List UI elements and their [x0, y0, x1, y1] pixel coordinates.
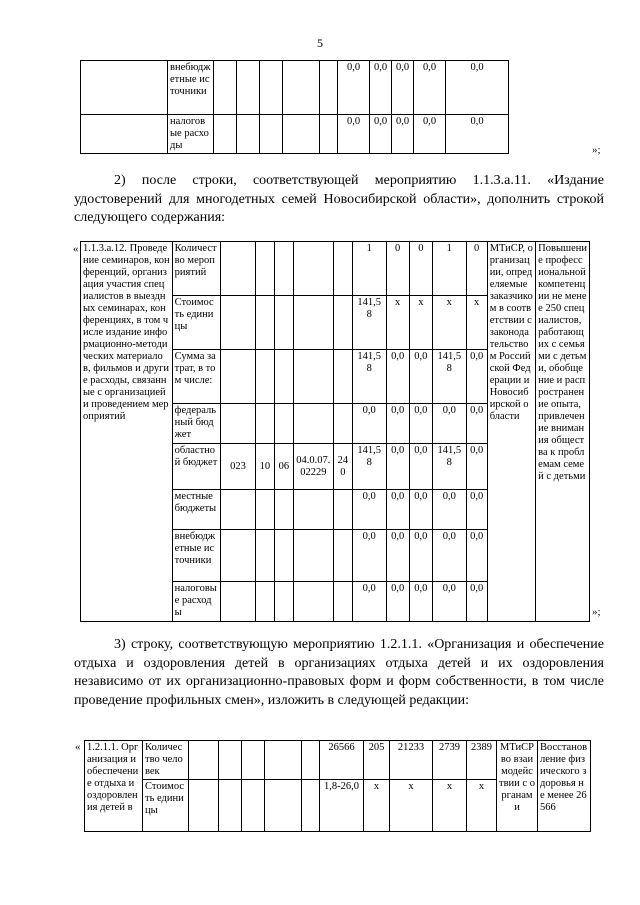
empty-cell — [221, 296, 256, 350]
empty-cell — [255, 350, 274, 404]
empty-cell — [293, 296, 333, 350]
row-label: Количество человек — [143, 741, 189, 780]
value-cell: 2739 — [433, 741, 467, 780]
executor-cell: МТиСР во взаимодействии с органами — [497, 741, 538, 832]
value-cell: 1 — [432, 242, 466, 296]
empty-cell — [333, 404, 352, 444]
empty-cell — [274, 582, 293, 622]
empty-cell — [255, 296, 274, 350]
empty-cell — [265, 780, 302, 832]
empty-cell — [293, 490, 333, 530]
empty-cell — [237, 61, 260, 115]
empty-cell — [237, 115, 260, 154]
value-cell: 0,0 — [392, 115, 414, 154]
row-label: Количество мероприятий — [172, 242, 220, 296]
value-cell: 0,0 — [466, 490, 487, 530]
value-cell: х — [467, 780, 497, 832]
paragraph-3: 3) строку, соответствующую мероприятию 1.2.1.1. «Организация и обеспечение отдыха и оздоровления детей в организациях отдыха детей и их оздоровления независимо от их организационно-правовых форм и форм собственности, в том числе проведение профильных смен», изложить в следующей редакции: — [74, 637, 604, 708]
row-label: Стоимость единицы — [143, 780, 189, 832]
row-label: местные бюджеты — [172, 490, 220, 530]
value-cell: х — [364, 780, 390, 832]
empty-cell — [333, 530, 352, 582]
value-cell: 0 — [386, 242, 409, 296]
activity-name: 1.2.1.1. Организация и обеспечение отдыха и оздоровления детей в — [85, 741, 143, 832]
value-cell: 0,0 — [386, 530, 409, 582]
table-activity-1-2-1-1 — [84, 740, 591, 832]
value-cell: 0,0 — [370, 61, 392, 115]
value-cell: х — [390, 780, 433, 832]
value-cell: 0,0 — [466, 350, 487, 404]
value-cell: 0,0 — [466, 530, 487, 582]
open-quote: « — [75, 741, 81, 753]
value-cell: 0,0 — [352, 530, 386, 582]
paragraph-2: 2) после строки, соответствующей мероприятию 1.1.3.а.11. «Издание удостоверений для многодетных семей Новосибирской области», дополнить строкой следующего содержания: — [74, 173, 604, 225]
empty-cell — [255, 404, 274, 444]
value-cell: 0,0 — [446, 61, 509, 115]
value-cell: х — [432, 296, 466, 350]
value-cell: 0,0 — [446, 115, 509, 154]
table-row — [85, 741, 591, 780]
closing-quote: »; — [592, 606, 601, 618]
row-label: налоговые расходы — [168, 115, 214, 154]
empty-cell — [283, 115, 320, 154]
row-label: внебюджетные источники — [168, 61, 214, 115]
value-cell: 0,0 — [409, 404, 432, 444]
table-activity-1-1-3-a-12 — [80, 241, 590, 622]
empty-cell — [260, 115, 283, 154]
grbs-code: 023 — [221, 444, 256, 490]
empty-cell — [81, 61, 168, 115]
value-cell: 0,0 — [338, 61, 370, 115]
value-cell: 21233 — [390, 741, 433, 780]
empty-cell — [302, 780, 320, 832]
empty-cell — [255, 242, 274, 296]
empty-cell — [260, 61, 283, 115]
value-cell: х — [433, 780, 467, 832]
activity-name: 1.1.3.а.12. Проведение семинаров, конференций, организация участия специалистов в выездных семинарах, конференциях, в том числе издание информационно-методических материалов, фильмов и другие расходы, связанные с организацией и проведением мероприятий — [81, 242, 173, 622]
row-label: внебюджетные источники — [172, 530, 220, 582]
value-cell: х — [386, 296, 409, 350]
empty-cell — [333, 242, 352, 296]
value-cell: 141,58 — [432, 444, 466, 490]
empty-cell — [221, 404, 256, 444]
empty-cell — [333, 296, 352, 350]
empty-cell — [214, 61, 237, 115]
row-label: областной бюджет — [172, 444, 220, 490]
result-cell: Повышение профессиональной компетенции не менее 250 специалистов, работающих с семьями с детьми, обобщение и распространение опыта, привлечение внимания общества к проблемам семей с детьми — [536, 242, 590, 622]
value-cell: 0,0 — [386, 444, 409, 490]
page-number: 5 — [317, 36, 323, 50]
value-cell: 0,0 — [370, 115, 392, 154]
empty-cell — [320, 115, 338, 154]
empty-cell — [274, 350, 293, 404]
value-cell: 141,58 — [432, 350, 466, 404]
empty-cell — [255, 582, 274, 622]
pr-code: 06 — [274, 444, 293, 490]
value-cell: 0,0 — [409, 490, 432, 530]
value-cell: 0,0 — [466, 582, 487, 622]
csr-code: 04.0.07.02229 — [293, 444, 333, 490]
value-cell: 0,0 — [386, 490, 409, 530]
value-cell: 205 — [364, 741, 390, 780]
empty-cell — [274, 242, 293, 296]
value-cell: 1,8-26,0 — [320, 780, 364, 832]
result-cell: Восстановление физического здоровья не менее 26 566 — [538, 741, 591, 832]
value-cell: 0,0 — [432, 582, 466, 622]
value-cell: 0,0 — [409, 350, 432, 404]
row-label: федеральный бюджет — [172, 404, 220, 444]
value-cell: 141,58 — [352, 296, 386, 350]
value-cell: 141,58 — [352, 350, 386, 404]
empty-cell — [242, 780, 265, 832]
value-cell: 0,0 — [386, 350, 409, 404]
empty-cell — [274, 404, 293, 444]
value-cell: 0,0 — [392, 61, 414, 115]
empty-cell — [221, 350, 256, 404]
value-cell: 0,0 — [352, 404, 386, 444]
empty-cell — [274, 530, 293, 582]
row-label: Сумма затрат, в том числе: — [172, 350, 220, 404]
value-cell: 1 — [352, 242, 386, 296]
row-label: налоговые расходы — [172, 582, 220, 622]
open-quote: « — [73, 243, 79, 255]
value-cell: 0,0 — [409, 444, 432, 490]
empty-cell — [221, 530, 256, 582]
empty-cell — [293, 530, 333, 582]
empty-cell — [189, 780, 219, 832]
table-row — [81, 242, 590, 296]
empty-cell — [293, 350, 333, 404]
value-cell: 0,0 — [386, 582, 409, 622]
empty-cell — [265, 741, 302, 780]
value-cell: 0,0 — [466, 444, 487, 490]
empty-cell — [221, 242, 256, 296]
value-cell: 0,0 — [409, 530, 432, 582]
empty-cell — [293, 242, 333, 296]
empty-cell — [320, 61, 338, 115]
value-cell: 0,0 — [414, 115, 446, 154]
rz-code: 10 — [255, 444, 274, 490]
empty-cell — [333, 582, 352, 622]
table-row — [81, 61, 509, 115]
row-label: Стоимость единицы — [172, 296, 220, 350]
empty-cell — [81, 115, 168, 154]
empty-cell — [214, 115, 237, 154]
empty-cell — [219, 780, 242, 832]
value-cell: 0,0 — [414, 61, 446, 115]
empty-cell — [221, 490, 256, 530]
empty-cell — [242, 741, 265, 780]
value-cell: 0,0 — [432, 490, 466, 530]
value-cell: 0,0 — [432, 404, 466, 444]
empty-cell — [293, 582, 333, 622]
value-cell: 0,0 — [409, 582, 432, 622]
value-cell: 26566 — [320, 741, 364, 780]
empty-cell — [274, 490, 293, 530]
closing-quote: »; — [592, 144, 601, 156]
empty-cell — [274, 296, 293, 350]
executor-cell: МТиСР, организации, определяемые заказчиком в соответствии с законодательством Российской Федерации и Новосибирской области — [487, 242, 535, 622]
empty-cell — [255, 490, 274, 530]
empty-cell — [221, 582, 256, 622]
empty-cell — [283, 61, 320, 115]
empty-cell — [219, 741, 242, 780]
table-row — [81, 115, 509, 154]
value-cell: 141,58 — [352, 444, 386, 490]
empty-cell — [293, 404, 333, 444]
value-cell: 0 — [409, 242, 432, 296]
table-continuation — [80, 60, 509, 154]
value-cell: 0,0 — [386, 404, 409, 444]
value-cell: 0,0 — [352, 582, 386, 622]
empty-cell — [302, 741, 320, 780]
vr-code: 240 — [333, 444, 352, 490]
empty-cell — [333, 350, 352, 404]
value-cell: 0,0 — [432, 530, 466, 582]
empty-cell — [333, 490, 352, 530]
value-cell: 0,0 — [352, 490, 386, 530]
value-cell: 0 — [466, 242, 487, 296]
empty-cell — [189, 741, 219, 780]
value-cell: 2389 — [467, 741, 497, 780]
value-cell: 0,0 — [338, 115, 370, 154]
value-cell: 0,0 — [466, 404, 487, 444]
value-cell: х — [409, 296, 432, 350]
value-cell: х — [466, 296, 487, 350]
empty-cell — [255, 530, 274, 582]
